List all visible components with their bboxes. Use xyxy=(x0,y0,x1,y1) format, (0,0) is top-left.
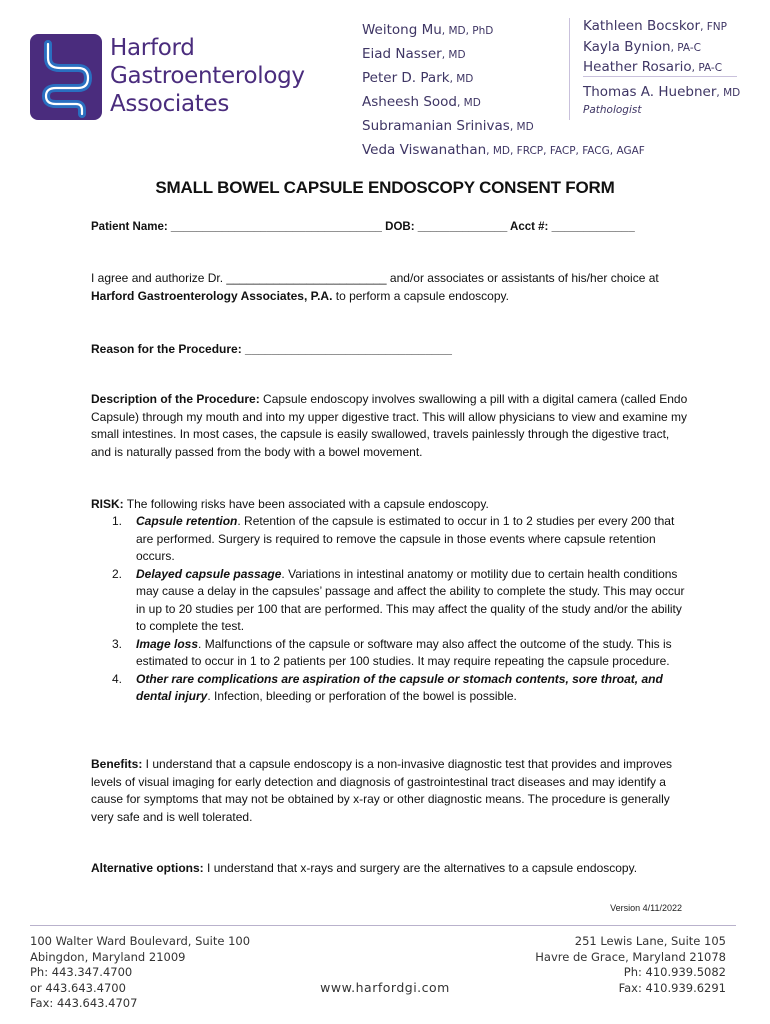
description-paragraph: Description of the Procedure: Capsule endoscopy involves swallowing a pill with a digital camera (called Endo Capsule) through my mouth and into my upper digestive tract. This will allow physicians to view and examine my small intestines. In most cases, the capsule is easily swallowed, travels painlessly through the digestive tract, and is naturally passed from the body with a bowel movement. xyxy=(91,392,688,459)
form-title: SMALL BOWEL CAPSULE ENDOSCOPY CONSENT FORM xyxy=(155,178,615,197)
physician-entry: Peter D. Park, MD xyxy=(362,70,474,86)
practitioner-entry: Kayla Bynion, PA-C xyxy=(583,38,701,55)
risk-intro: RISK: The following risks have been associated with a capsule endoscopy. xyxy=(91,497,489,511)
pathologist-name: Thomas A. Huebner xyxy=(583,84,717,100)
practice-name-line: Gastroenterology xyxy=(110,63,305,89)
physician-entry: Asheesh Sood, MD xyxy=(362,94,481,110)
pathologist-role: Pathologist xyxy=(583,104,642,116)
risk-item: 2. Delayed capsule passage. Variations in intestinal anatomy or motility due to certain health conditions may cause a delay in the capsules’ passage and affect the ability to complete the study. This may occur in up to 20 studies per 100 that are performed. This may affect the quality of the study and/or the ability to complete the test. xyxy=(112,566,685,633)
practice-name-line: Associates xyxy=(110,91,230,117)
agreement-paragraph: I agree and authorize Dr. ________________________ and/or associates or assistants of his/her choice at Harford Gastroenterology Associates, P.A. to perform a capsule endoscopy. xyxy=(91,270,691,305)
patient-info-line: Patient Name: _________________________________ DOB: ______________ Acct #: _____________ xyxy=(91,221,635,233)
practice-logo-icon xyxy=(30,34,102,120)
header-divider xyxy=(569,18,570,120)
risk-item: 1. Capsule retention. Retention of the capsule is estimated to occur in 1 to 2 studies per every 200 that are performed. Surgery is required to remove the capsule in those events where capsule retention occurs. xyxy=(112,514,675,563)
alternatives-paragraph: Alternative options: I understand that x-rays and surgery are the alternatives to a capsule endoscopy. xyxy=(91,861,638,875)
practitioner-entry: Kathleen Bocskor, FNP xyxy=(583,18,727,34)
agreement-org: Harford Gastroenterology Associates, P.A. xyxy=(91,288,333,303)
physician-entry: Eiad Nasser, MD xyxy=(362,46,466,62)
reason-line: Reason for the Procedure: _______________________________ xyxy=(91,342,452,356)
footer-rule xyxy=(30,925,736,926)
description-label: Description of the Procedure: xyxy=(91,392,260,406)
practitioner-list xyxy=(583,16,727,78)
footer-address-havre-de-grace: 251 Lewis Lane, Suite 105 Havre de Grace, Maryland 21078 Ph: 410.939.5082 Fax: 410.939.6291 xyxy=(535,934,726,995)
pathologist-entry: Thomas A. Huebner, MD Pathologist xyxy=(583,82,740,119)
version-label: Version 4/11/2022 xyxy=(610,903,682,913)
physician-entry: Subramanian Srinivas, MD xyxy=(362,118,534,134)
benefits-paragraph: Benefits: I understand that a capsule endoscopy is a non-invasive diagnostic test that provides and improves levels of visual imaging for early detection and diagnosis of gastrointestinal tract diseases and may identify a cause for symptoms that may not be obtained by x-ray or other diagnostic means. The procedure is generally very safe and is well tolerated. xyxy=(91,757,672,824)
risk-list xyxy=(91,513,691,706)
practitioner-entry: Heather Rosario, PA-C xyxy=(583,59,723,75)
footer-address-abingdon: 100 Walter Ward Boulevard, Suite 100 Abingdon, Maryland 21009 Ph: 443.347.4700 or 443.643.4700 Fax: 443.643.4707 xyxy=(30,934,251,1010)
physician-entry: Veda Viswanathan, MD, FRCP, FACP, FACG, AGAF xyxy=(362,142,645,158)
practice-name-line: Harford xyxy=(110,35,195,61)
agreement-line: I agree and authorize Dr. ________________________ and/or associates or assistants of his/her choice at xyxy=(91,271,659,285)
practice-name xyxy=(110,34,305,118)
risk-item: 4. Other rare complications are aspiration of the capsule or stomach contents, sore throat, and dental injury. Infection, bleeding or perforation of the bowel is possible. xyxy=(112,671,663,703)
website-link[interactable]: www.harfordgi.com xyxy=(320,980,450,995)
header-rule xyxy=(583,76,737,77)
physician-entry: Weitong Mu, MD, PhD xyxy=(362,22,494,38)
risk-item: 3. Image loss. Malfunctions of the capsule or software may also affect the outcome of the study. This is estimated to occur in 1 to 2 patients per 100 studies. It may require repeating the capsule procedure. xyxy=(112,636,672,668)
